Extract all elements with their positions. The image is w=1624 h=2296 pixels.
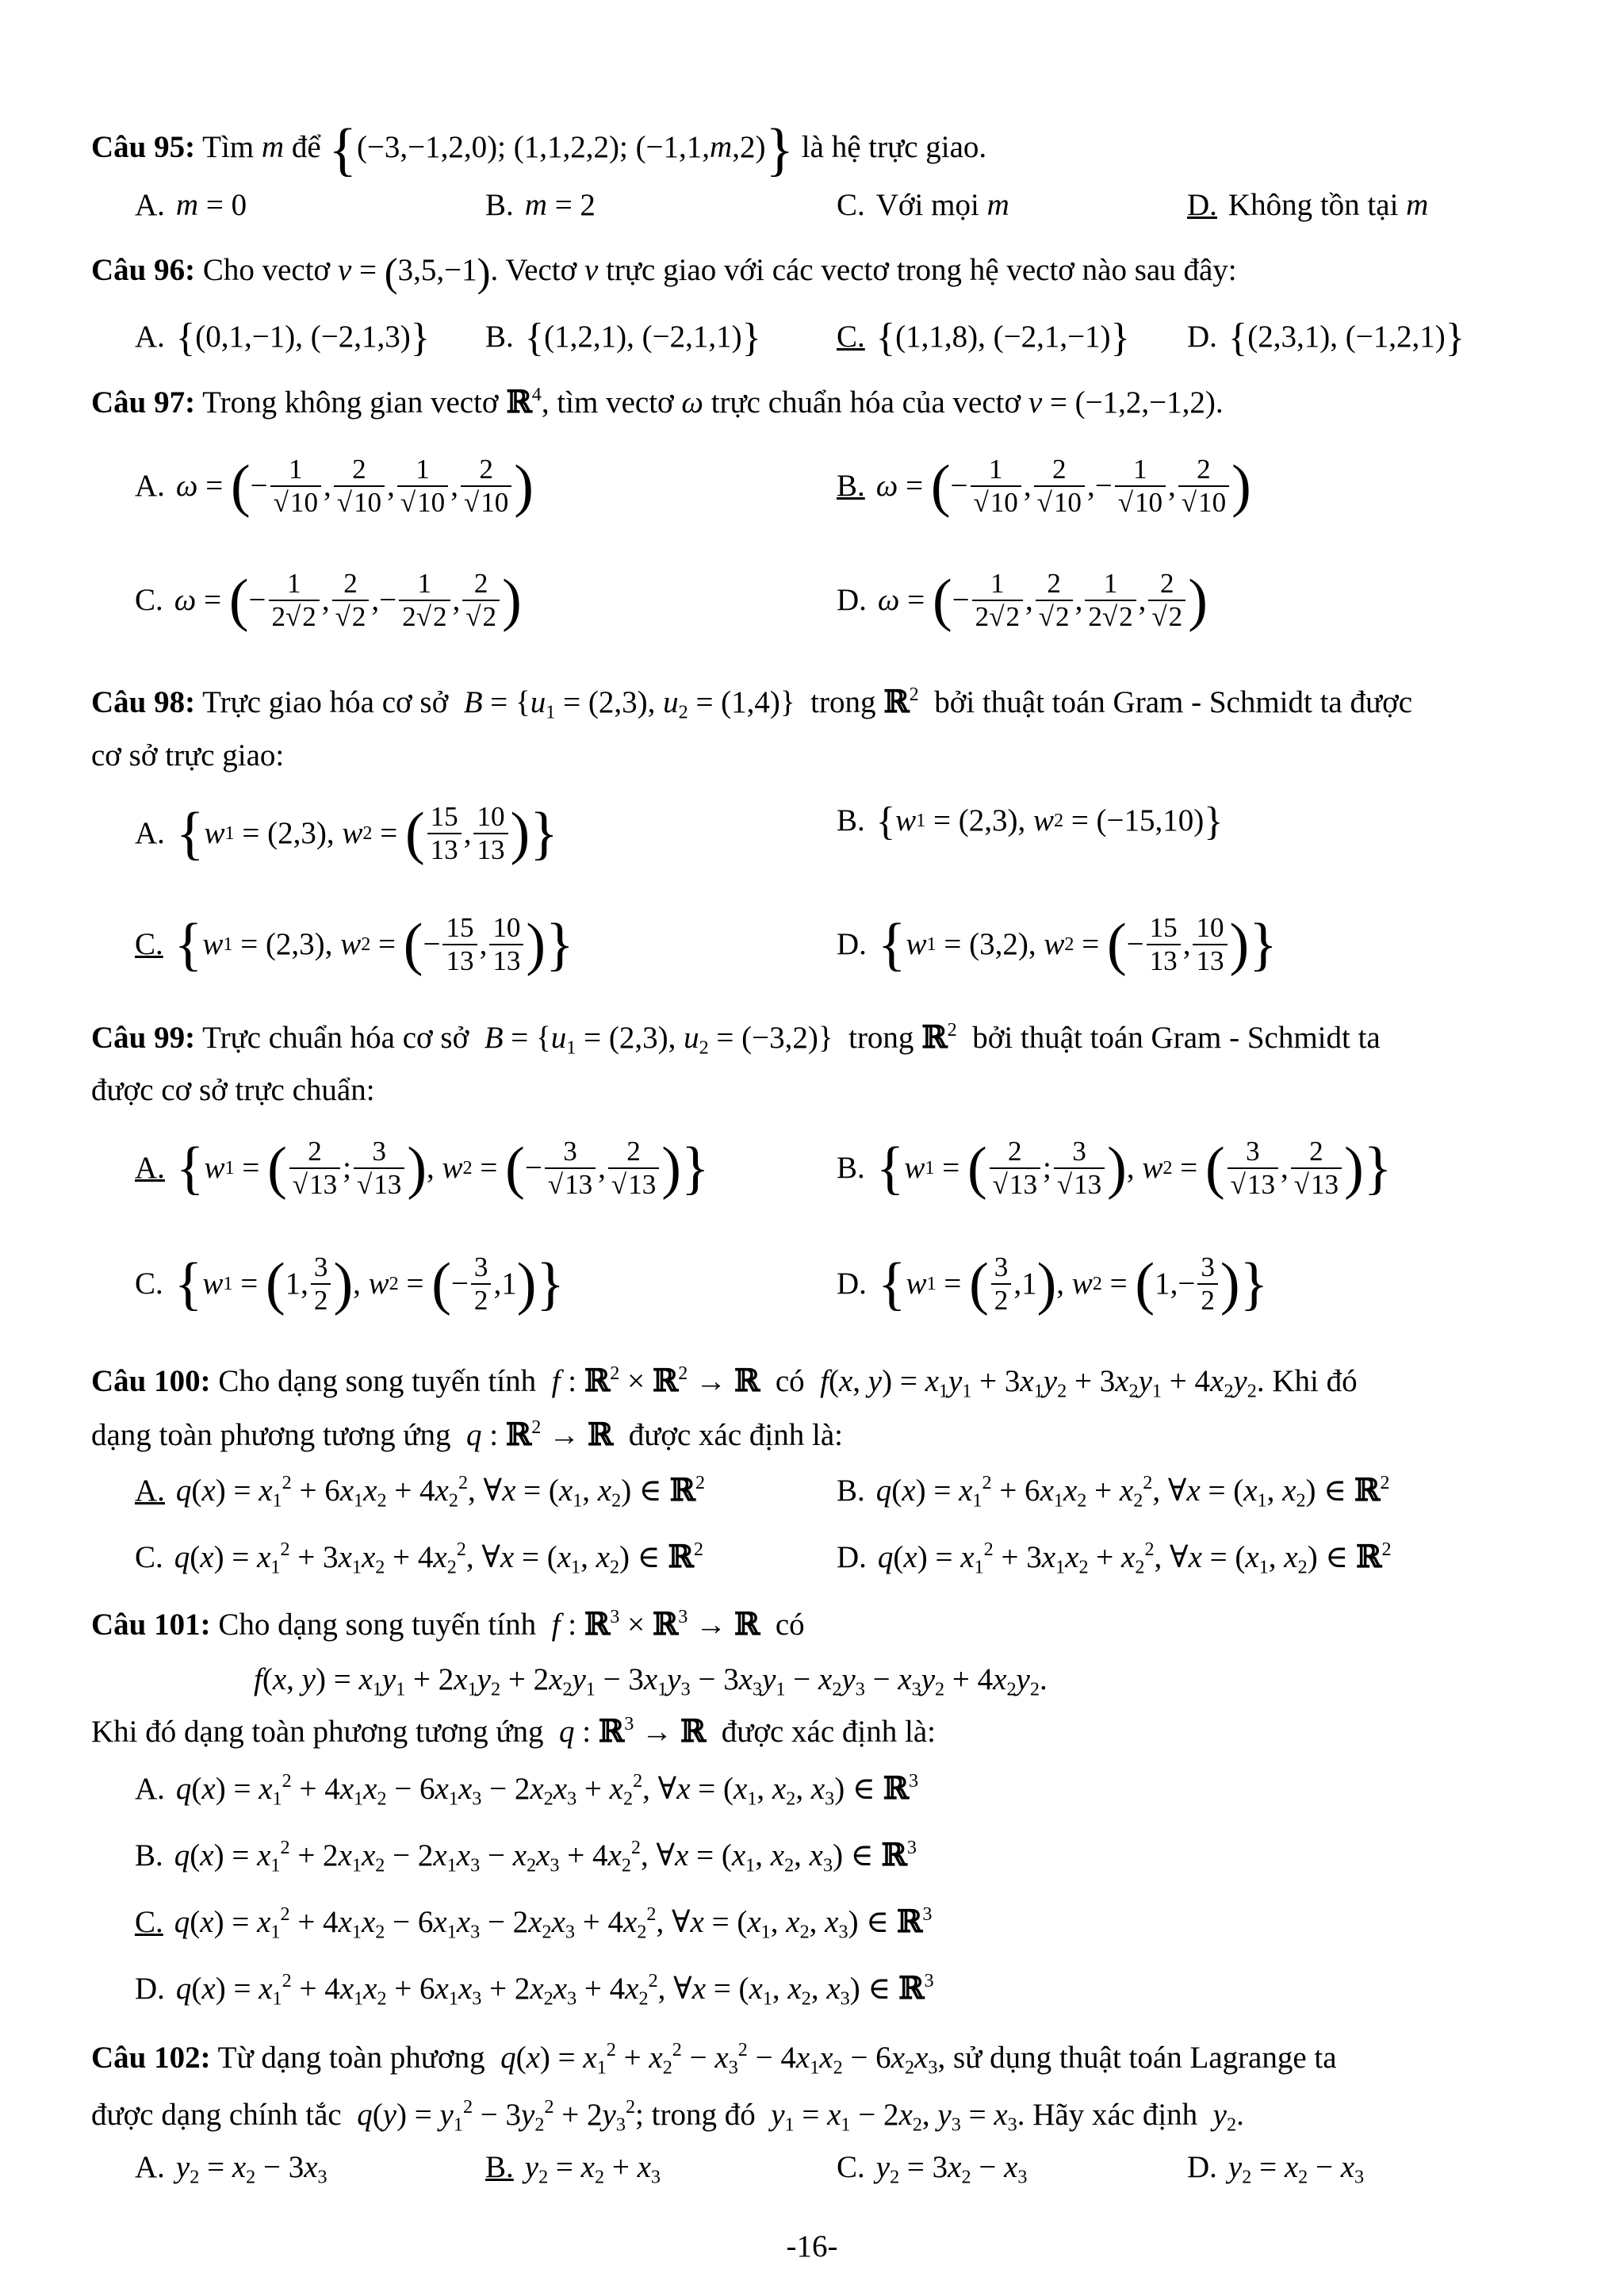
- option-c: C. { (1,1,8), (−2,1,−1) }: [837, 315, 1130, 359]
- question-98-stem-continued: cơ sở trực giao:: [91, 738, 285, 772]
- option-b: B. { w 1 = (2,3), w 2 = (−15,10) }: [837, 799, 1224, 843]
- question-101-option-a: A. $q(x) = x_1^2 + 4x_1x_2 - 6x_1x_3 - 2x_2x_3 + x_2^2$, ∀x = ($x_1$, $x_2$, $x_3$) ∈ ℝ$^3$: [135, 1770, 919, 1810]
- page-number: -16-: [786, 2229, 838, 2263]
- option-a: A. ω = ( − $\frac{1}{√10}$ , $\frac{2}{√10}$ , $\frac{1}{√10}$ , $\frac{2}{√10}$ ): [135, 454, 534, 519]
- option-c: C. { w 1 = (2,3), w 2 = ( − $\frac{15}{13}$ , $\frac{10}{13}$ ) }: [135, 912, 574, 978]
- option-c: C. $y_2 = 3x_2 - x_3$: [837, 2150, 1028, 2188]
- option-d: D. { (2,3,1), (−1,2,1) }: [1187, 315, 1465, 359]
- question-100-stem: Câu 100: Cho dạng song tuyến tính f : ℝ$^2$ × ℝ$^2$ → ℝ có f(x, $y) = x_1y_1 + 3x_1y_2 + 3x_2y_1 + 4x_2y_2$. Khi đó: [91, 1363, 1358, 1402]
- option-b: B. m = 2: [485, 188, 596, 222]
- option-a: A. $q(x) = x_1^2 + 6x_1x_2 + 4x_2^2$, ∀x = ($x_1$, $x_2$) ∈ ℝ$^2$: [135, 1472, 706, 1512]
- option-b: B. ω = ( − $\frac{1}{√10}$ , $\frac{2}{√10}$ ,− $\frac{1}{√10}$ , $\frac{2}{√10}$ ): [837, 454, 1251, 519]
- option-b: B. { w 1 = ( $\frac{2}{√13}$ ; $\frac{3}{√13}$ ) , w 2 = ( $\frac{3}{√13}$ , $\frac{2}{√13}$ ) }: [837, 1136, 1392, 1202]
- option-a: A. { w 1 = (2,3), w 2 = ( $\frac{15}{13}$ , $\frac{10}{13}$ ) }: [135, 801, 558, 867]
- question-101-stem: Câu 101: Cho dạng song tuyến tính f : ℝ$^3$ × ℝ$^3$ → ℝ có: [91, 1606, 805, 1642]
- option-b: B. $q(x) = x_1^2 + 6x_1x_2 + x_2^2$, ∀x = ($x_1$, $x_2$) ∈ ℝ$^2$: [837, 1472, 1390, 1512]
- option-d: D. ω = ( − $\frac{1}{2√2}$ , $\frac{2}{√2}$ , $\frac{1}{2√2}$ , $\frac{2}{√2}$ ): [837, 568, 1208, 634]
- option-d: D. { w 1 = (3,2), w 2 = ( − $\frac{15}{13}$ , $\frac{10}{13}$ ) }: [837, 912, 1277, 978]
- option-c: C. ω = ( − $\frac{1}{2√2}$ , $\frac{2}{√2}$ ,− $\frac{1}{2√2}$ , $\frac{2}{√2}$ ): [135, 568, 522, 634]
- question-label: Câu 95:: [91, 130, 196, 164]
- question-99-stem-continued: được cơ sở trực chuẩn:: [91, 1073, 375, 1107]
- option-d: D. $q(x) = x_1^2 + 3x_1x_2 + x_2^2$, ∀x = ($x_1$, $x_2$) ∈ ℝ$^2$: [837, 1539, 1392, 1578]
- option-c: C. { w 1 = ( 1, $\frac{3}{2}$ ) , w 2 = ( − $\frac{3}{2}$ ,1 ) }: [135, 1251, 565, 1317]
- question-101-option-c: C. $q(x) = x_1^2 + 4x_1x_2 - 6x_1x_3 - 2x_2x_3 + 4x_2^2$, ∀x = ($x_1$, $x_2$, $x_3$) ∈ ℝ$^3$: [135, 1903, 933, 1943]
- question-101-formula: f(x, $y) = x_1y_1 + 2x_1y_2 + 2x_2y_1 - 3x_1y_3 - 3x_3y_1 - x_2y_3 - x_3y_2 + 4x_2y_2$.: [254, 1662, 1048, 1700]
- question-102-stem: Câu 102: Từ dạng toàn phương $q(x) = x_1^2 + x_2^2 - x_3^2 - 4x_1x_2 - 6x_2x_3$, sử dụng thuật toán Lagrange ta: [91, 2039, 1337, 2079]
- option-c: C. Với mọi m: [837, 188, 1009, 222]
- option-a: A. { w 1 = ( $\frac{2}{√13}$ ; $\frac{3}{√13}$ ) , w 2 = ( − $\frac{3}{√13}$ , $\frac{2}{√13}$ ) }: [135, 1136, 710, 1202]
- option-d: D. Không tồn tại m: [1187, 188, 1429, 222]
- option-a: A. m = 0: [135, 188, 247, 222]
- question-101-option-d: D. $q(x) = x_1^2 + 4x_1x_2 + 6x_1x_3 + 2x_2x_3 + 4x_2^2$, ∀x = ($x_1$, $x_2$, $x_3$) ∈ ℝ$^3$: [135, 1970, 934, 2010]
- option-d: D. $y_2 = x_2 - x_3$: [1187, 2150, 1365, 2188]
- option-b: B. $y_2 = x_2 + x_3$: [485, 2150, 661, 2188]
- question-101-option-b: B. $q(x) = x_1^2 + 2x_1x_2 - 2x_1x_3 - x_2x_3 + 4x_2^2$, ∀x = ($x_1$, $x_2$, $x_3$) ∈ ℝ$^3$: [135, 1837, 917, 1876]
- question-98-stem: Câu 98: Trực giao hóa cơ sở $B = \{u_1 = (2,3)$, $u_2 = (1,4)$} trong ℝ$^2$ bởi thuật toán Gram - Schmidt ta được: [91, 684, 1413, 723]
- question-99-stem: Câu 99: Trực chuẩn hóa cơ sở $B = \{u_1 = (2,3)$, $u_2 = (-3,2)$} trong ℝ$^2$ bởi thuật toán Gram - Schmidt ta: [91, 1019, 1381, 1059]
- question-101-stem-continued: Khi đó dạng toàn phương tương ứng q : ℝ$^3$ → ℝ được xác định là:: [91, 1713, 936, 1750]
- question-96-stem: Câu 96: Cho vectơ v = (3,5,−1). Vectơ v trực giao với các vectơ trong hệ vectơ nào sau đây:: [91, 250, 1237, 295]
- option-a: A. { (0,1,−1), (−2,1,3) }: [135, 315, 431, 359]
- question-97-stem: Câu 97: Trong không gian vectơ ℝ$^4$, tìm vectơ ω trực chuẩn hóa của vectơ v = (−1,2,−1,2).: [91, 384, 1224, 420]
- option-a: A. $y_2 = x_2 - 3x_3$: [135, 2150, 327, 2188]
- question-95-stem: Câu 95: Tìm m để {(−3,−1,2,0); (1,1,2,2); (−1,1,m,2)} là hệ trực giao.: [91, 117, 987, 182]
- option-b: B. { (1,2,1), (−2,1,1) }: [485, 315, 761, 359]
- question-102-stem-continued: được dạng chính tắc $q(y) = y_1^2 - 3y_2^2 + 2y_3^2$; trong đó $y_1 = x_1 - 2x_2$, $y_3 = x_3$. Hãy xác định $y_2$.: [91, 2096, 1244, 2136]
- option-d: D. { w 1 = ( $\frac{3}{2}$ ,1 ) , w 2 = ( 1,− $\frac{3}{2}$ ) }: [837, 1251, 1269, 1317]
- option-c: C. $q(x) = x_1^2 + 3x_1x_2 + 4x_2^2$, ∀x = ($x_1$, $x_2$) ∈ ℝ$^2$: [135, 1539, 703, 1578]
- question-100-stem-continued: dạng toàn phương tương ứng q : ℝ$^2$ → ℝ được xác định là:: [91, 1416, 843, 1453]
